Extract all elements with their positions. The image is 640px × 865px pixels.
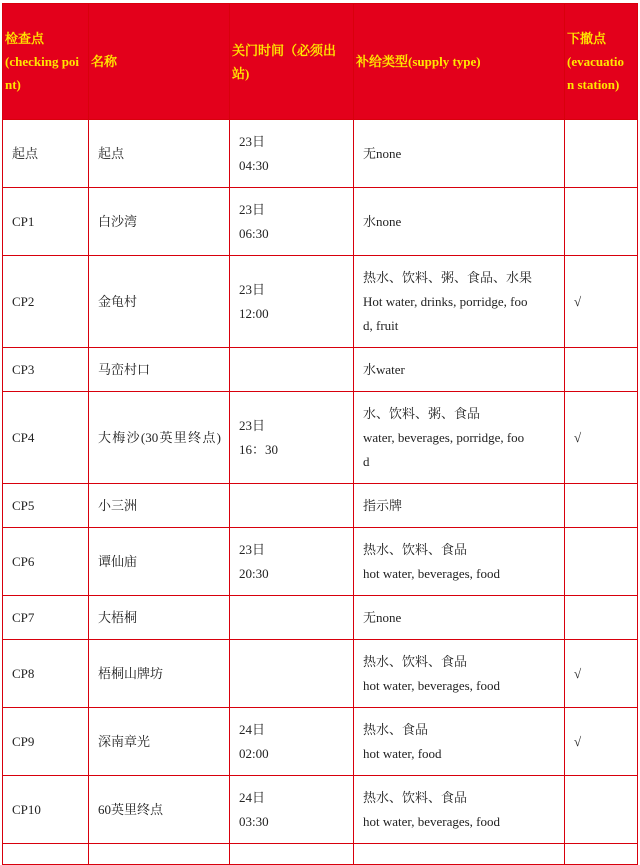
cell-checkpoint: CP9	[3, 708, 89, 776]
header-name	[89, 4, 230, 120]
header-supply-type	[354, 4, 565, 120]
cell-evacuation	[565, 596, 638, 640]
supply-line: 热水、饮料、食品	[363, 789, 468, 805]
cell-empty	[565, 844, 638, 865]
cell-empty	[230, 844, 354, 865]
cell-evacuation	[565, 348, 638, 392]
table-row	[3, 596, 638, 640]
time-day: 24日	[239, 721, 266, 737]
cell-supply	[354, 640, 565, 708]
cell-checkpoint: 起点	[3, 120, 89, 188]
cell-name: 大梧桐	[89, 596, 230, 640]
time-day: 23日	[239, 133, 266, 149]
cell-supply	[354, 348, 565, 392]
cell-checkpoint: CP4	[3, 392, 89, 484]
cell-evacuation	[565, 484, 638, 528]
cell-evacuation	[565, 776, 638, 844]
cell-checkpoint: CP1	[3, 188, 89, 256]
time-day: 23日	[239, 201, 266, 217]
cell-supply	[354, 392, 565, 484]
cell-evacuation	[565, 188, 638, 256]
supply-line: 热水、饮料、粥、食品、水果	[363, 269, 533, 285]
cell-supply	[354, 708, 565, 776]
header-text: 补给类型(supply type)	[356, 54, 481, 69]
supply-line: 热水、食品	[363, 721, 429, 737]
table-row	[3, 776, 638, 844]
cell-name: 金龟村	[89, 256, 230, 348]
table-row	[3, 348, 638, 392]
time-clock: 20:30	[239, 565, 269, 581]
table-row	[3, 528, 638, 596]
cell-evacuation	[565, 528, 638, 596]
header-text: 检查点	[5, 31, 45, 46]
cell-name: 马峦村口	[89, 348, 230, 392]
table-row	[3, 708, 638, 776]
cell-checkpoint: CP7	[3, 596, 89, 640]
header-checkpoint	[3, 4, 89, 120]
table-row-partial	[3, 844, 638, 865]
header-text: 关门时间（必须出	[232, 42, 337, 58]
cell-supply	[354, 188, 565, 256]
cell-checkpoint: CP5	[3, 484, 89, 528]
supply-line: 无none	[363, 145, 402, 161]
cell-closing-time	[230, 120, 354, 188]
time-clock: 03:30	[239, 813, 269, 829]
time-day: 23日	[239, 417, 266, 433]
time-day: 23日	[239, 541, 266, 557]
table-row	[3, 640, 638, 708]
time-clock: 02:00	[239, 745, 269, 761]
supply-line: 水none	[363, 213, 402, 229]
cell-name: 深南章光	[89, 708, 230, 776]
table-row	[3, 120, 638, 188]
header-closing-time	[230, 4, 354, 120]
supply-line: 热水、饮料、食品	[363, 541, 468, 557]
supply-line: 无none	[363, 609, 402, 625]
time-clock: 12:00	[239, 305, 269, 321]
supply-line: hot water, beverages, food	[363, 565, 501, 581]
cell-supply	[354, 484, 565, 528]
cell-name: 起点	[89, 120, 230, 188]
cell-closing-time	[230, 708, 354, 776]
time-day: 23日	[239, 281, 266, 297]
cell-closing-time	[230, 776, 354, 844]
header-text: 名称	[91, 54, 118, 69]
header-text: n station)	[567, 77, 620, 92]
cell-evacuation: √	[565, 392, 638, 484]
cell-name: 小三洲	[89, 484, 230, 528]
cell-name: 60英里终点	[89, 776, 230, 844]
cell-empty	[3, 844, 89, 865]
cell-checkpoint: CP3	[3, 348, 89, 392]
cell-empty	[354, 844, 565, 865]
cell-closing-time	[230, 484, 354, 528]
time-clock: 16：30	[239, 441, 279, 457]
supply-line: Hot water, drinks, porridge, foo	[363, 293, 528, 309]
supply-line: water, beverages, porridge, foo	[363, 429, 525, 445]
supply-line: hot water, beverages, food	[363, 813, 501, 829]
supply-line: hot water, food	[363, 745, 442, 761]
header-text: nt)	[5, 77, 21, 92]
cell-supply	[354, 528, 565, 596]
cell-name: 谭仙庙	[89, 528, 230, 596]
cell-supply	[354, 256, 565, 348]
cell-checkpoint: CP8	[3, 640, 89, 708]
cell-closing-time	[230, 256, 354, 348]
cell-closing-time	[230, 596, 354, 640]
time-clock: 06:30	[239, 225, 269, 241]
time-clock: 04:30	[239, 157, 269, 173]
supply-line: 指示牌	[363, 497, 403, 513]
supply-line: d	[363, 453, 370, 469]
cell-closing-time	[230, 640, 354, 708]
header-evacuation-station	[565, 4, 638, 120]
header-text: (checking poi	[5, 54, 80, 69]
cell-name: 大梅沙(30英里终点)	[89, 392, 230, 484]
cell-supply	[354, 120, 565, 188]
table-row	[3, 392, 638, 484]
cell-closing-time	[230, 528, 354, 596]
table-row	[3, 256, 638, 348]
cell-evacuation: √	[565, 256, 638, 348]
supply-line: hot water, beverages, food	[363, 677, 501, 693]
cell-closing-time	[230, 392, 354, 484]
cell-closing-time	[230, 188, 354, 256]
cell-name: 梧桐山牌坊	[89, 640, 230, 708]
table-row	[3, 484, 638, 528]
header-text: (evacuatio	[567, 54, 625, 69]
supply-line: d, fruit	[363, 317, 399, 333]
header-text: 站)	[232, 65, 250, 81]
cell-checkpoint: CP2	[3, 256, 89, 348]
header-text: 下撤点	[567, 31, 607, 46]
checkpoint-table	[2, 3, 638, 865]
cell-evacuation	[565, 120, 638, 188]
time-day: 24日	[239, 789, 266, 805]
cell-checkpoint: CP6	[3, 528, 89, 596]
cell-empty	[89, 844, 230, 865]
cell-supply	[354, 776, 565, 844]
supply-line: 水water	[363, 361, 405, 377]
cell-evacuation: √	[565, 640, 638, 708]
cell-name: 白沙湾	[89, 188, 230, 256]
cell-checkpoint: CP10	[3, 776, 89, 844]
cell-closing-time	[230, 348, 354, 392]
cell-supply	[354, 596, 565, 640]
cell-evacuation: √	[565, 708, 638, 776]
header-row	[3, 4, 638, 120]
supply-line: 热水、饮料、食品	[363, 653, 468, 669]
supply-line: 水、饮料、粥、食品	[363, 405, 481, 421]
table-row	[3, 188, 638, 256]
